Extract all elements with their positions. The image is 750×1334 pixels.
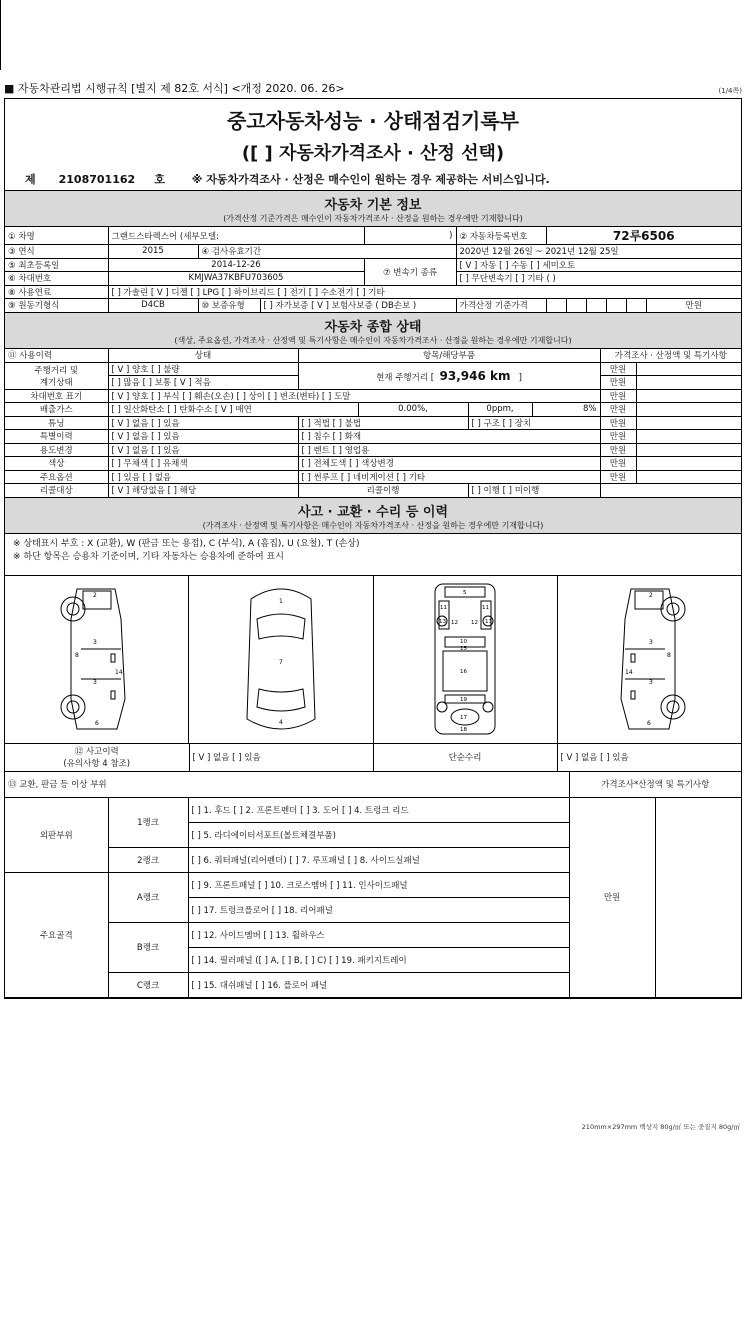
document-subtitle: ([ ] 자동차가격조사 · 산정 선택) (241, 143, 505, 164)
paper-spec: 210mm×297mm 백상지 80g/㎡ 또는 중질지 80g/㎡ (581, 1123, 740, 1131)
basic-info-table: ① 차명 그랜드스타렉스어 (세부모델: ) ② 자동차등록번호 72루6506 ③ 연식 2015 ④ 검사유효기간 2020년 12월 26일 ~ 2021년 12월 25일 ⑤ 최초등록일 2014-12-26 ⑦ 변속기 종류 [ V ] 자동 [ ] 수동 [ ] 세미오토 ⑥ 차대번호 KMJWA37KBFU703605 [ ] 무단변속기 [ ] 기타 ( ) ⑧ 사용연료 [ ] 가솔린 [ V ] 디젤 [ ] LPG [ ] 하이브리드 [ ] 전기 [ ] 수소전기 [ ] 기타 ⑨ 원동기형식 D4CB ⑩ 보증유형 [ ] 자가보증 [ V ] 보험사보증 ( DB손보 ) 가격산정 기준가격 만원 (5, 227, 741, 313)
car-top-diagram (189, 576, 373, 743)
inspection-validity: 2020년 12월 26일 ~ 2021년 12월 25일 (456, 245, 741, 259)
part-num: 3 (92, 679, 97, 686)
form-header (4, 80, 746, 96)
record-number-line: 제 2108701162 호 ※ 자동차가격조사 · 산정은 매수인이 원하는 경우 제공하는 서비스입니다. (5, 171, 741, 191)
part-num: 3 (649, 639, 654, 646)
exchange-label: ⑬ 교환, 판금 등 이상 부위 (5, 772, 569, 797)
part-num: 14 (114, 669, 123, 676)
part-num: 6 (647, 720, 652, 727)
mileage-value: 93,946 km (439, 368, 511, 383)
part-num: 19 (460, 697, 468, 703)
part-num: 13 (485, 619, 493, 625)
part-num: 11 (482, 605, 490, 611)
basic-info-header: 자동차 기본 정보 (가격산정 기준가격은 매수인이 자동차가격조사 · 산정을 원하는 경우에만 기재합니다) (5, 191, 741, 227)
document-title: 중고자동차성능 · 상태점검기록부 (226, 109, 519, 133)
warranty-type: [ ] 자가보증 [ V ] 보험사보증 ( DB손보 ) (260, 299, 456, 313)
current-mileage: 현재 주행거리 [ 93,946 km ] (298, 362, 600, 389)
outer-panel-label: 외판부위 (5, 797, 108, 872)
part-num: 12 (451, 620, 459, 626)
part-num: 13 (439, 619, 447, 625)
part-num: 16 (460, 669, 468, 675)
mileage-label: 주행거리 및 계기상태 (5, 362, 108, 389)
record-number: 2108701162 (58, 173, 136, 186)
part-num: 18 (460, 727, 468, 733)
repair-parts-table: ⑬ 교환, 판금 등 이상 부위 가격조사*산정액 및 특기사항 외판부위 1랭크 [ ] 1. 후드 [ ] 2. 프론트펜더 [ ] 3. 도어 [ ] 4. 트렁크 리드 만원 [ ] 5. 라디에이터서포트(볼트체결부품) 2랭크 [ ] 6. 쿼터패널(리어펜더) [ ] 7. 루프패널 [ ] 8. 사이드실패널 주요골격 A랭크 [ ] 9. 프론트패널 [ ] 10. 크로스멤버 [ ] 11. 인사이드패널 [ ] 17. 트렁크플로어 [ ] 18. 리어패널 B랭크 [ ] 12. 사이드멤버 [ ] 13. 휠하우스 [ ] 14. 필러패널 ([ ] A, [ ] B, [ ] C) [ ] 19. 패키지트레이 C랭크 [ ] 15. 대쉬패널 [ ] 16. 플로어 패널 (5, 772, 741, 998)
part-num: 7 (278, 659, 283, 666)
part-num: 6 (94, 720, 99, 727)
symbol-notes: ※ 상태표시 부호 : X (교환), W (판금 또는 용접), C (부식), A (흠집), U (요철), T (손상) ※ 하단 항목은 승용차 기준이며, 기타 자동차는 승용차에 준하여 표시 (5, 534, 741, 576)
part-num: 17 (460, 715, 468, 721)
model-name: 그랜드스타렉스어 (세부모델: (108, 227, 364, 245)
part-num: 10 (460, 639, 468, 645)
part-num: 11 (440, 605, 448, 611)
part-num: 1 (278, 598, 283, 605)
part-num: 2 (92, 592, 97, 599)
status-table: ⑪ 사용이력 상태 항목/해당부품 가격조사 · 산정액 및 특기사항 주행거리 및 계기상태 [ V ] 양호 [ ] 불량 현재 주행거리 [ 93,946 km ] 만원 [ ] 많음 [ ] 보통 [ V ] 적음 만원 차대번호 표기 [ V ] 양호 [ ] 부식 [ ] 훼손(오손) [ ] 상이 [ ] 변조(변타) [ ] 도말 만원 배출가스 [ ] 일산화탄소 [ ] 탄화수소 [ V ] 매연 0.00%, 0ppm, 8% 만원 튜닝 [ V ] 없음 [ ] 있음 [ ] 적법 [ ] 불법 [ ] 구조 [ ] 장치 만원 특별이력 [ V ] 없음 [ ] 있음 [ ] 침수 [ ] 화재 만원 용도변경 [ V ] 없음 [ ] 있음 [ ] 렌트 [ ] 영업용 만원 색상 [ ] 무채색 [ ] 유채색 [ ] 전체도색 [ ] 색상변경 만원 주요옵션 [ ] 있음 [ ] 없음 [ ] 썬루프 [ ] 네비게이션 [ ] 기타 만원 리콜대상 [ V ] 해당없음 [ ] 해당 리콜이행 [ ] 이행 [ ] 미이행 (5, 349, 741, 498)
engine-type: D4CB (108, 299, 198, 313)
part-num: 8 (667, 652, 672, 659)
part-num: 3 (92, 639, 97, 646)
transmission-type: [ V ] 자동 [ ] 수동 [ ] 세미오토 (456, 258, 741, 272)
accident-history-value: [ V ] 없음 [ ] 있음 (189, 744, 373, 772)
regulation-title: ■ 자동차관리법 시행규칙 [별지 제 82호 서식] <개정 2020. 06. 26> (4, 82, 345, 95)
first-registration-date: 2014-12-26 (108, 258, 364, 272)
accident-history-label: ⑫ 사고이력 (유의사항 4 참조) (5, 744, 189, 772)
vin: KMJWA37KBFU703605 (108, 272, 364, 286)
service-notice: ※ 자동차가격조사 · 산정은 매수인이 원하는 경우 제공하는 서비스입니다. (191, 173, 550, 186)
car-frame-diagram (374, 576, 558, 743)
model-year: 2015 (108, 245, 198, 259)
car-right-side-diagram (558, 576, 741, 743)
registration-number: 72루6506 (546, 227, 741, 245)
part-num: 12 (471, 620, 479, 626)
part-num: 14 (625, 669, 634, 676)
inspection-record (4, 98, 742, 999)
part-num: 3 (649, 679, 654, 686)
car-left-side-diagram (5, 576, 189, 743)
main-frame-label: 주요골격 (5, 872, 108, 997)
part-num: 4 (278, 719, 283, 726)
status-header: 자동차 종합 상태 (색상, 주요옵션, 가격조사 · 산정액 및 특기사항은 매수인이 자동차가격조사 · 산정을 원하는 경우에만 기재합니다) (5, 313, 741, 349)
part-num: 15 (460, 646, 468, 652)
left-edge-line (0, 0, 1, 70)
accident-header: 사고 · 교환 · 수리 등 이력 (가격조사 · 산정액 및 특기사항은 매수인이 자동차가격조사 · 산정을 원하는 경우에만 기재합니다) (5, 498, 741, 534)
part-num: 5 (463, 590, 467, 596)
part-num: 2 (649, 592, 654, 599)
fuel-type: [ ] 가솔린 [ V ] 디젤 [ ] LPG [ ] 하이브리드 [ ] 전기 [ ] 수소전기 [ ] 기타 (108, 285, 741, 299)
simple-repair-label: 단순수리 (373, 744, 557, 772)
accident-history-table (5, 744, 741, 773)
simple-repair-value: [ V ] 없음 [ ] 있음 (557, 744, 741, 772)
car-diagrams (5, 576, 741, 744)
page-indicator: (1/4쪽) (718, 87, 742, 95)
part-num: 8 (74, 652, 79, 659)
